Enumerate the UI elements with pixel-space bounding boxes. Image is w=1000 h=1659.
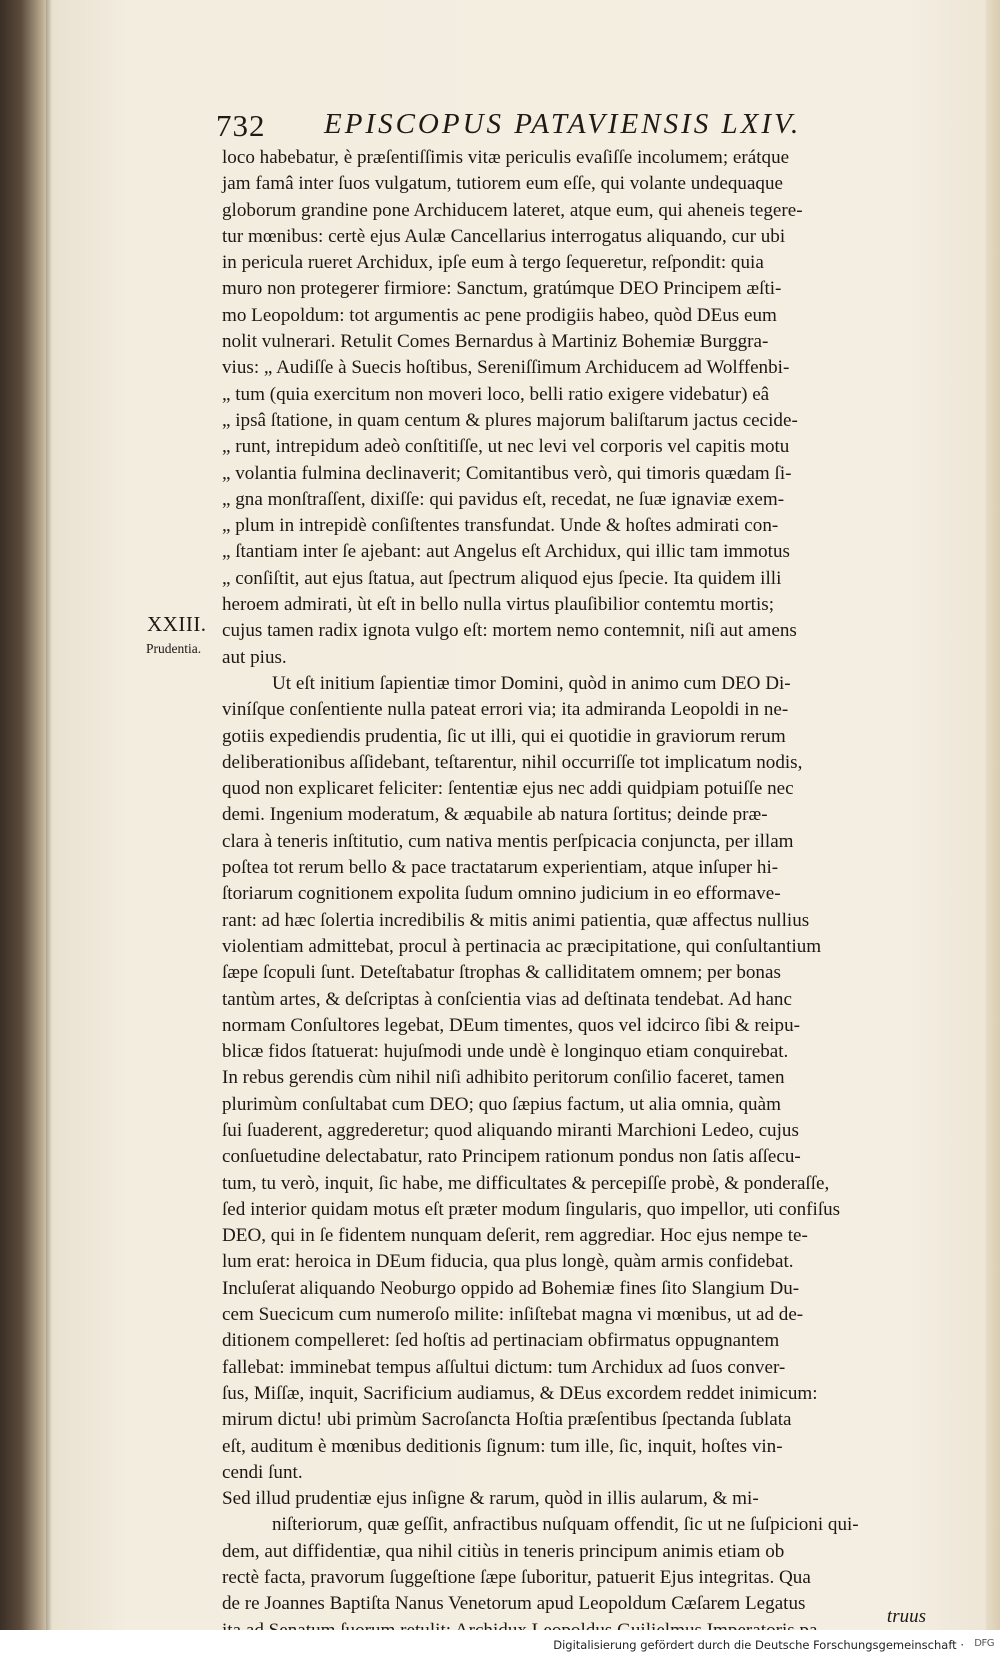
- text-line: gotiis expediendis prudentia, ſic ut illi, qui ei quotidie in graviorum rerum: [222, 725, 786, 747]
- text-line: eſt, auditum è mœnibus deditionis ſignum: tum ille, ſic, inquit, hoſtes vin-: [222, 1435, 783, 1457]
- text-line: normam Conſultores legebat, DEum timentes, quos vel idcirco ſibi & reipu-: [222, 1014, 800, 1036]
- section-number: XXIII.: [147, 612, 207, 636]
- text-line: DEO, qui in ſe fidentem nunquam deſerit, rem aggrediar. Hoc ejus nempe te-: [222, 1225, 808, 1247]
- text-line: cujus tamen radix ignota vulgo eſt: mortem nemo contemnit, niſi aut amens: [222, 620, 797, 642]
- text-line: vius: „ Audiſſe à Suecis hoſtibus, Sereniſſimum Archiducem ad Wolffenbi-: [222, 357, 790, 379]
- text-line: rectè facta, pravorum ſuggeſtione ſæpe ſuboritur, patuerit Ejus integritas. Qua: [222, 1567, 811, 1589]
- text-line: dem, aut diffidentiæ, qua nihil citiùs in teneris principum animis etiam ob: [222, 1540, 785, 1562]
- text-line: muro non protegerer firmiore: Sanctum, gratúmque DEO Principem æſti-: [222, 278, 782, 300]
- text-line: mirum dictu! ubi primùm Sacroſancta Hoſtia præſentibus ſpectanda ſublata: [222, 1409, 792, 1431]
- running-head: [216, 108, 856, 148]
- body-text: [222, 145, 932, 1644]
- text-line: niſteriorum, quæ geſſit, anfractibus nuſquam offendit, ſic ut ne ſuſpicioni qui-: [272, 1514, 859, 1536]
- text-line: „ ipsâ ſtatione, in quam centum & plures majorum baliſtarum jactus cecide-: [222, 409, 798, 431]
- page-number: 732: [216, 108, 266, 143]
- text-line: globorum grandine pone Archiducem lateret, atque eum, qui aheneis tegere-: [222, 199, 803, 221]
- text-line: „ ſtantiam inter ſe ajebant: aut Angelus eſt Archidux, qui illic tam immotus: [222, 541, 790, 563]
- text-line: jam famâ inter ſuos vulgatum, tutiorem eum eſſe, qui volante undequaque: [222, 173, 783, 195]
- text-line: ſæpe ſcopuli ſunt. Deteſtabatur ſtrophas & calliditatem omnem; per bonas: [222, 962, 781, 984]
- text-line: loco habebatur, è præſentiſſimis vitæ periculis evaſiſſe incolumem; erátque: [222, 147, 790, 168]
- running-title: EPISCOPUS PATAVIENSIS LXIV.: [324, 108, 802, 140]
- text-line: plurimùm conſultabat cum DEO; quo ſæpius factum, ut alia omnia, quàm: [222, 1093, 781, 1115]
- text-line: tur mœnibus: certè ejus Aulæ Cancellarius interrogatus aliquando, cur ubi: [222, 225, 786, 247]
- text-line: aut pius.: [222, 646, 287, 668]
- text-line: ſed interior quidam motus eſt præter modum ſingularis, quo impellor, uti confiſus: [222, 1198, 841, 1220]
- dfg-logo: DFG: [974, 1638, 994, 1649]
- text-line: clara à teneris inſtitutio, cum nativa mentis perſpicacia conjuncta, per illam: [222, 830, 794, 852]
- text-line: quod non explicaret feliciter: ſententiæ ejus nec addi quidpiam potuiſſe nec: [222, 778, 794, 800]
- text-line: Sed illud prudentiæ ejus inſigne & rarum, quòd in illis aularum, & mi-: [222, 1488, 759, 1510]
- text-line: blicæ fidos ſtatuerat: hujuſmodi unde undè è longinquo etiam conquirebat.: [222, 1041, 789, 1063]
- text-line: Incluſerat aliquando Neoburgo oppido ad Bohemiæ fines ſito Slangium Du-: [222, 1277, 800, 1299]
- page-edge: [986, 0, 1000, 1630]
- text-line: „ gna monſtraſſent, dixiſſe: qui pavidus eſt, recedat, ne ſuæ ignaviæ exem-: [222, 488, 785, 510]
- text-line: ſtoriarum cognitionem expolita ſudum omnino judicium in eo efformave-: [222, 883, 781, 905]
- text-line: tum, tu verò, inquit, ſic habe, me difficultates & percepiſſe probè, & ponderaſſe,: [222, 1172, 830, 1194]
- text-line: „ volantia fulmina declinaverit; Comitantibus verò, qui timoris quædam ſi-: [222, 462, 792, 484]
- text-line: lum erat: heroica in DEum fiducia, qua plus longè, quàm armis confidebat.: [222, 1251, 794, 1273]
- text-line: „ tum (quia exercitum non moveri loco, belli ratio exigere videbatur) eâ: [222, 383, 770, 405]
- text-line: Ut eſt initium ſapientiæ timor Domini, quòd in animo cum DEO Di-: [272, 672, 791, 694]
- text-line: ſus, Miſſæ, inquit, Sacrificium audiamus, & DEus excordem reddet inimicum:: [222, 1382, 818, 1404]
- text-line: heroem admirati, ùt eſt in bello nulla virtus plauſibilior contemtu mortis;: [222, 594, 775, 616]
- text-line: tantùm artes, & deſcriptas à conſcientia vias ad deſtinata tendebat. Ad hanc: [222, 988, 792, 1010]
- text-line: fallebat: imminebat tempus aſſultui dictum: tum Archidux ad ſuos conver-: [222, 1356, 786, 1378]
- footer-credit: Digitalisierung gefördert durch die Deutsche Forschungsgemeinschaft ·: [553, 1638, 964, 1652]
- text-line: „ runt, intrepidum adeò conſtitiſſe, ut nec levi vel corporis vel capitis motu: [222, 436, 790, 458]
- text-line: nolit vulnerari. Retulit Comes Bernardus à Martiniz Bohemiæ Burggra-: [222, 331, 769, 353]
- text-line: violentiam admittebat, procul à pertinacia ac præcipitatione, qui conſultantium: [222, 935, 822, 957]
- text-line: deliberationibus aſſidebant, teſtarentur, nihil occurriſſe tot implicatum nodis,: [222, 751, 803, 773]
- book-binding-edge: [0, 0, 52, 1659]
- text-line: „ plum in intrepidè conſiſtentes transfundat. Unde & hoſtes admirati con-: [222, 515, 779, 537]
- text-line: „ conſiſtit, aut ejus ſtatua, aut ſpectrum aliquod ejus ſpecie. Ita quidem illi: [222, 567, 782, 589]
- text-line: ditionem compelleret: ſed hoſtis ad pertinaciam obfirmatus oppugnantem: [222, 1330, 780, 1352]
- text-line: viníſque conſentiente nulla pateat errori via; ita admiranda Leopoldi in ne-: [222, 699, 789, 721]
- text-line: poſtea tot rerum bello & pace tractatarum experientiam, atque inſuper hi-: [222, 857, 779, 879]
- text-line: in pericula rueret Archidux, ipſe eum à tergo ſequeretur, reſpondit: quia: [222, 252, 764, 274]
- text-line: In rebus gerendis cùm nihil niſi adhibito peritorum conſilio faceret, tamen: [222, 1067, 785, 1089]
- footer-bar: [0, 1630, 1000, 1659]
- text-line: rant: ad hæc ſolertia incredibilis & mitis animi patientia, quæ affectus nullius: [222, 909, 810, 931]
- text-line: demi. Ingenium moderatum, & æquabile ab natura ſortitus; deinde præ-: [222, 804, 768, 826]
- text-line: cendi ſunt.: [222, 1461, 303, 1483]
- text-line: cem Suecicum cum numeroſo milite: inſiſtebat magna vi mœnibus, ut ad de-: [222, 1304, 804, 1326]
- catchword: truus: [886, 1606, 926, 1627]
- text-line: mo Leopoldum: tot argumentis ac pene prodigiis habeo, quòd DEus eum: [222, 304, 777, 326]
- text-line: de re Joannes Baptiſta Nanus Venetorum apud Leopoldum Cæſarem Legatus: [222, 1593, 806, 1615]
- text-line: conſuetudine delectabatur, rato Principem rationum pondus non ſatis aſſecu-: [222, 1146, 801, 1168]
- section-title: Prudentia.: [146, 641, 202, 656]
- text-line: ſui ſuaderent, aggrederetur; quod aliquando miranti Marchioni Ledeo, cujus: [222, 1119, 799, 1141]
